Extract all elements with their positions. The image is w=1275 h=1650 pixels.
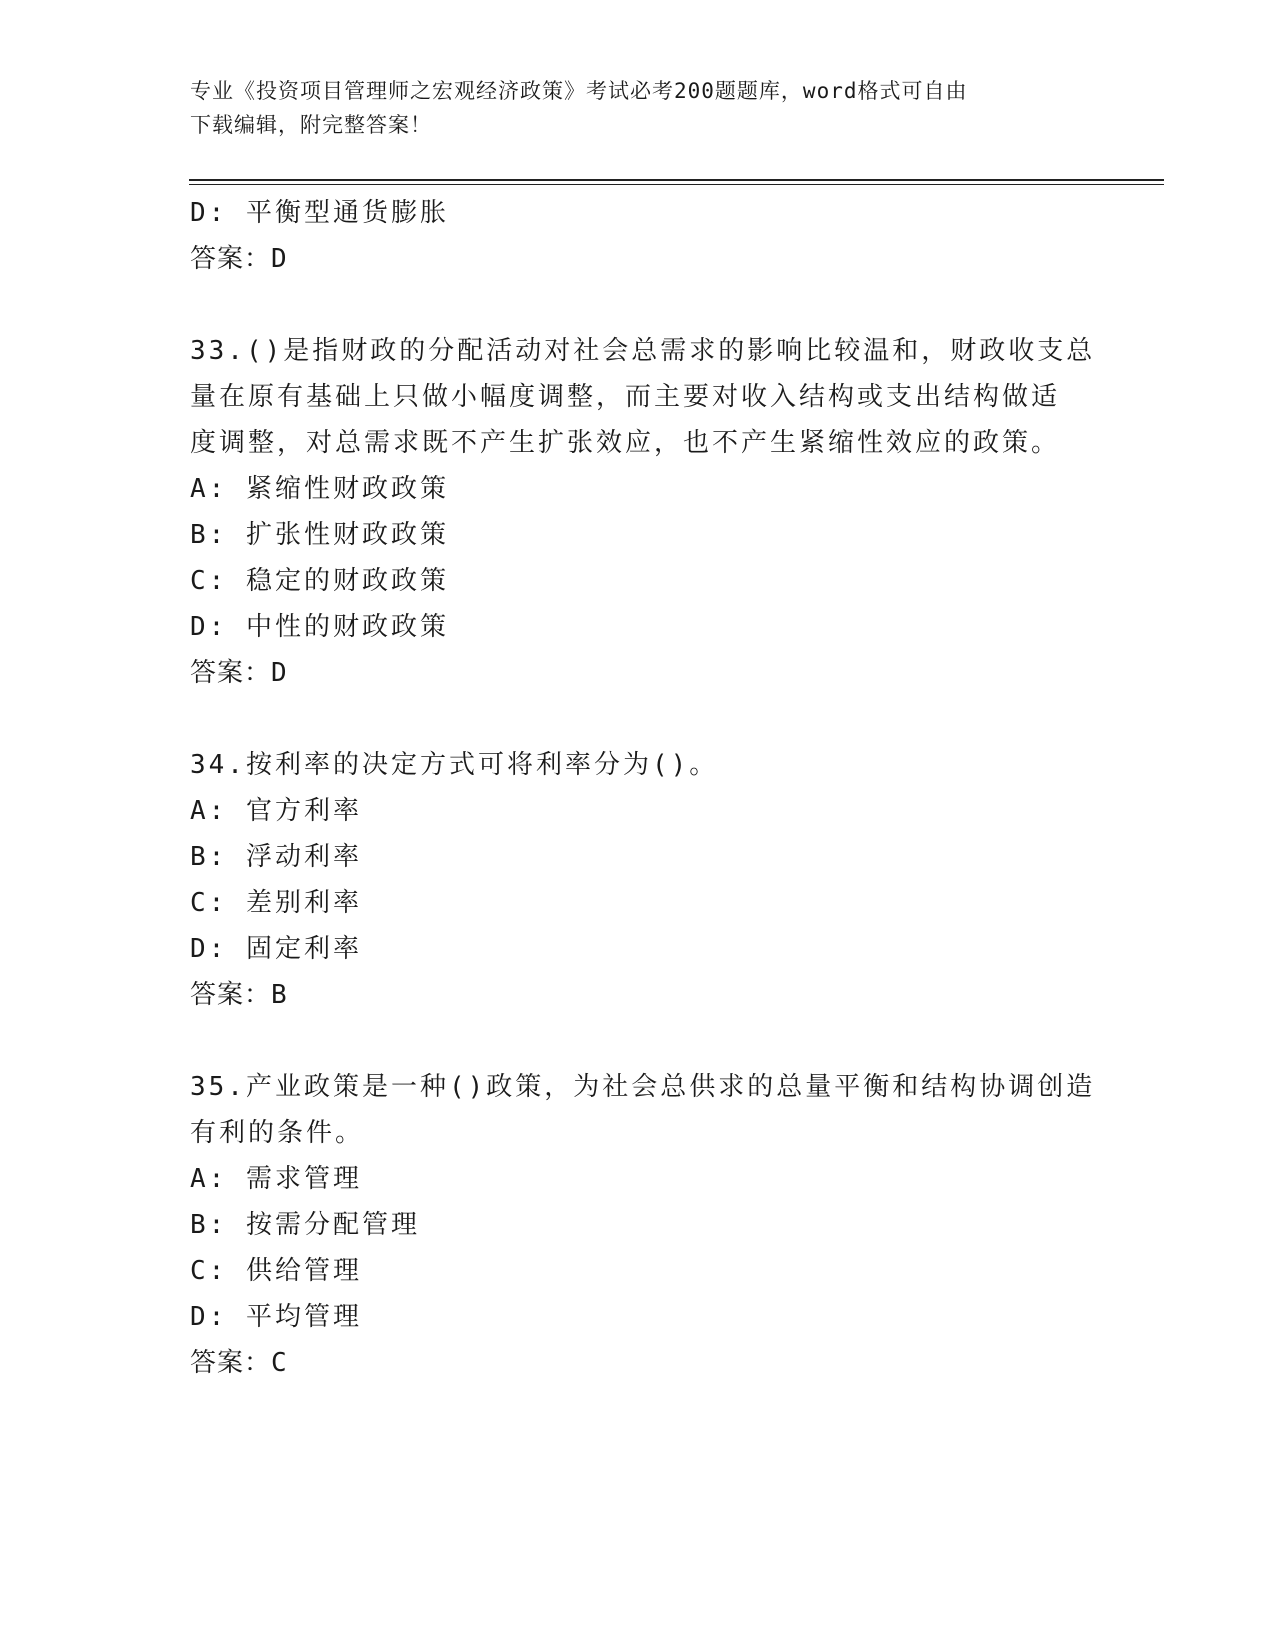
option-b: B: 按需分配管理 — [190, 1210, 420, 1240]
answer — [190, 1340, 1090, 1386]
option-c: C: 稳定的财政政策 — [190, 566, 449, 596]
header-line-2: 下载编辑，附完整答案！ — [190, 113, 432, 137]
question-stem-line: 有利的条件。 — [190, 1118, 365, 1148]
header-divider — [189, 179, 1164, 185]
option-c: C: 供给管理 — [190, 1256, 362, 1286]
question-stem-line: 量在原有基础上只做小幅度调整，而主要对收入结构或支出结构做适 — [190, 382, 1061, 412]
answer-value: D — [271, 658, 288, 688]
answer-label: 答案： — [190, 658, 272, 688]
question-body — [190, 190, 1096, 1386]
answer-value: C — [271, 1348, 288, 1378]
answer-value: B — [271, 980, 288, 1010]
answer — [190, 650, 1090, 696]
question-33 — [190, 328, 1096, 696]
question-stem-line: 35.产业政策是一种()政策，为社会总供求的总量平衡和结构协调创造 — [190, 1072, 1096, 1102]
option-b: B: 扩张性财政政策 — [190, 520, 449, 550]
prev-option-d: D: 平衡型通货膨胀 — [190, 198, 449, 228]
spacer — [190, 1018, 1090, 1064]
answer-label: 答案： — [190, 980, 272, 1010]
option-a: A: 需求管理 — [190, 1164, 362, 1194]
option-c: C: 差别利率 — [190, 888, 362, 918]
prev-answer — [190, 236, 1090, 282]
question-stem-line: 33.()是指财政的分配活动对社会总需求的影响比较温和，财政收支总 — [190, 336, 1096, 366]
option-b: B: 浮动利率 — [190, 842, 362, 872]
spacer — [190, 282, 1090, 328]
header-line-1: 专业《投资项目管理师之宏观经济政策》考试必考200题题库，word格式可自由 — [190, 79, 968, 103]
option-d: D: 中性的财政政策 — [190, 612, 449, 642]
answer-label: 答案： — [190, 244, 272, 274]
spacer — [190, 696, 1090, 742]
option-a: A: 紧缩性财政政策 — [190, 474, 449, 504]
document-header — [190, 74, 1090, 142]
question-stem-line: 度调整，对总需求既不产生扩张效应，也不产生紧缩性效应的政策。 — [190, 428, 1061, 458]
question-stem-line: 34.按利率的决定方式可将利率分为()。 — [190, 750, 719, 780]
answer — [190, 972, 1090, 1018]
answer-value: D — [271, 244, 288, 274]
option-d: D: 固定利率 — [190, 934, 362, 964]
question-35 — [190, 1064, 1096, 1386]
question-34 — [190, 742, 1090, 1018]
answer-label: 答案： — [190, 1348, 272, 1378]
option-d: D: 平均管理 — [190, 1302, 362, 1332]
option-a: A: 官方利率 — [190, 796, 362, 826]
